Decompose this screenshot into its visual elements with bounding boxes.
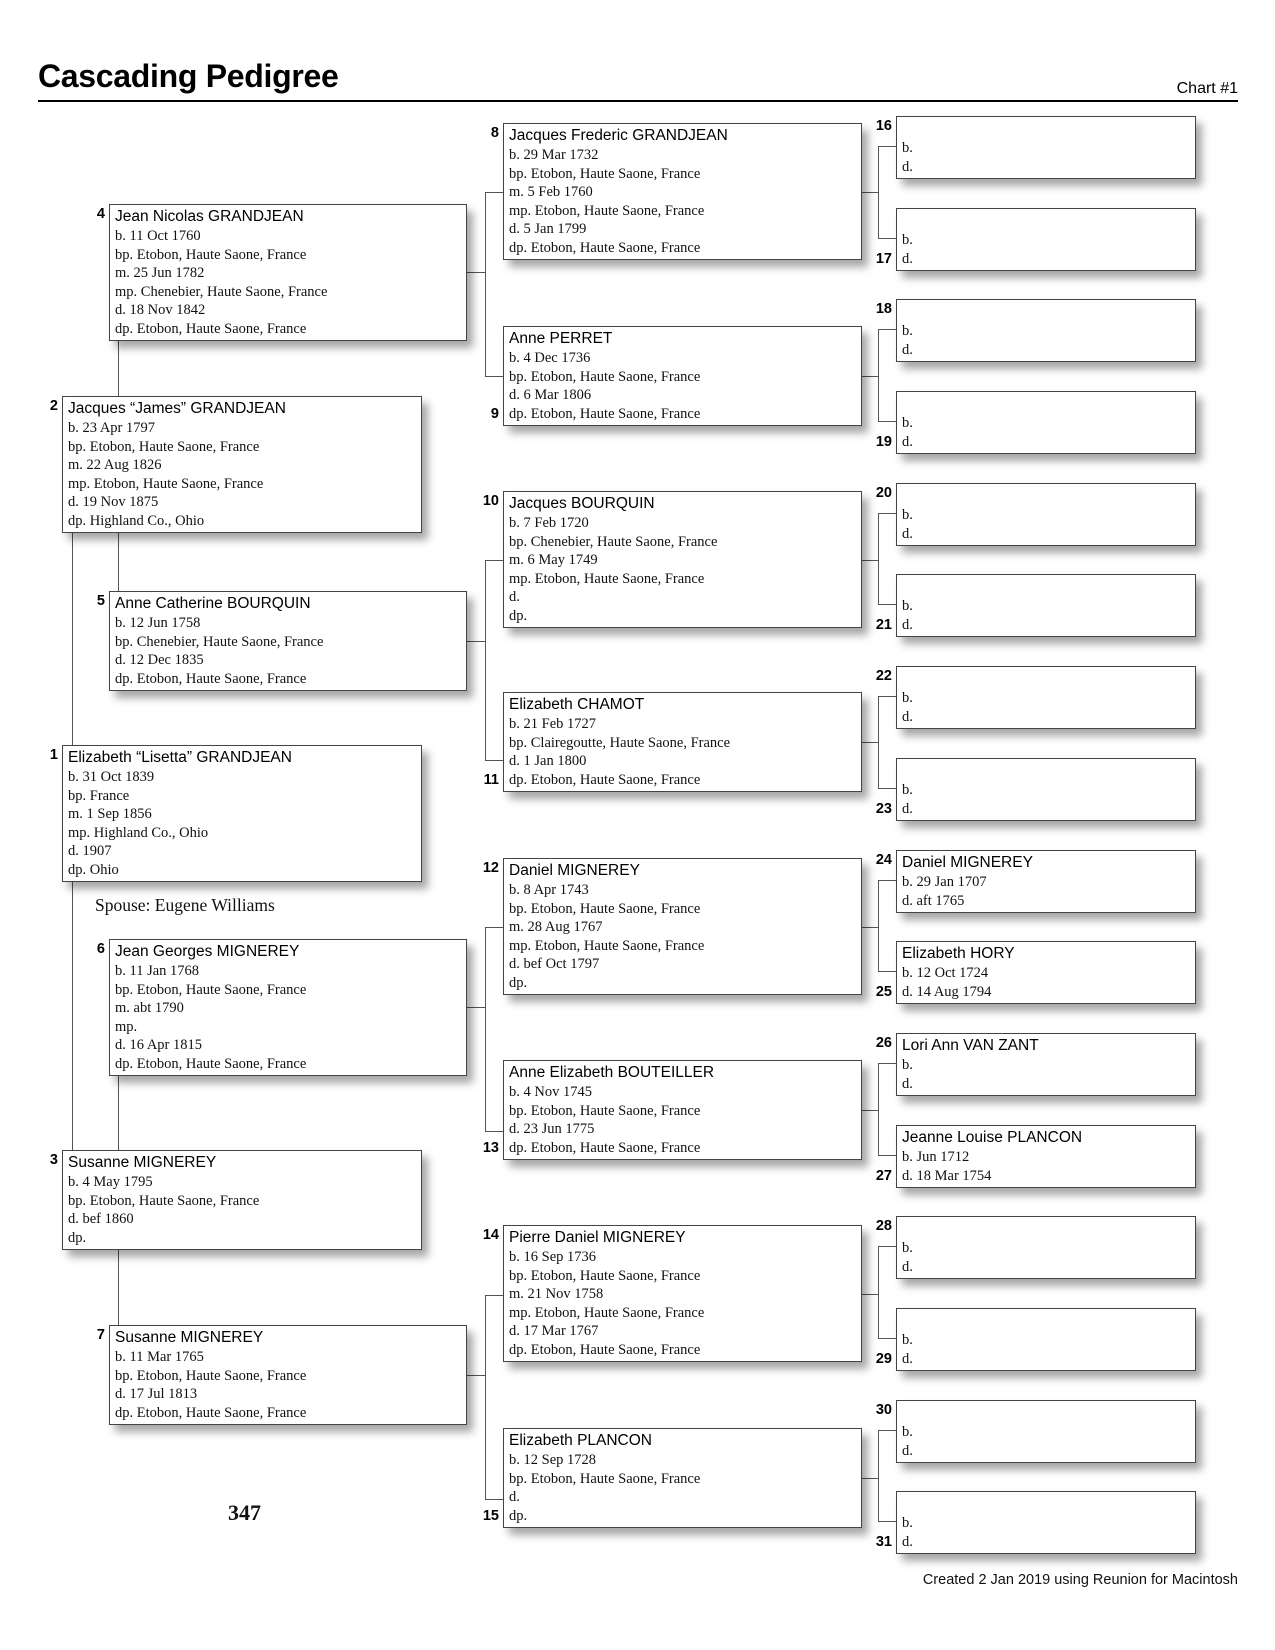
page-number: 347 <box>228 1500 261 1525</box>
person-box-31[interactable] <box>896 1491 1196 1554</box>
connector-p9-stub <box>862 376 878 377</box>
person-fact: bp. Etobon, Haute Saone, France <box>509 165 701 182</box>
person-fact: d. <box>902 1075 913 1092</box>
person-fact: b. 7 Feb 1720 <box>509 515 589 531</box>
ahnentafel-number: 10 <box>482 493 499 509</box>
person-box-11[interactable] <box>503 692 862 792</box>
person-fact: d. <box>509 589 520 606</box>
ahnentafel-number: 24 <box>875 852 892 868</box>
ahnentafel-number: 2 <box>49 398 58 414</box>
person-fact: b. 12 Oct 1724 <box>902 965 989 981</box>
connector-3-7 <box>118 1250 119 1325</box>
person-name: Susanne MIGNEREY <box>115 1329 264 1346</box>
title-rule <box>38 100 1238 102</box>
person-fact: b. 23 Apr 1797 <box>68 420 155 436</box>
person-fact: d. <box>902 1442 913 1459</box>
connector-p14-upper <box>878 1246 896 1247</box>
person-fact: d. 18 Nov 1842 <box>115 302 206 319</box>
ahnentafel-number: 31 <box>875 1534 892 1550</box>
person-fact: b. 12 Sep 1728 <box>509 1452 596 1468</box>
connector-p6-lower <box>485 1131 503 1132</box>
person-fact: dp. Etobon, Haute Saone, France <box>115 320 307 337</box>
person-fact: b. Jun 1712 <box>902 1149 970 1165</box>
person-fact: d. <box>902 433 913 450</box>
person-fact: dp. Etobon, Haute Saone, France <box>115 1404 307 1421</box>
person-name: Lori Ann VAN ZANT <box>902 1037 1039 1054</box>
person-fact: m. abt 1790 <box>115 1000 184 1017</box>
person-box-1[interactable] <box>62 745 422 882</box>
person-fact: b. 11 Jan 1768 <box>115 963 200 979</box>
ahnentafel-number: 20 <box>875 485 892 501</box>
ahnentafel-number: 18 <box>875 301 892 317</box>
ahnentafel-number: 17 <box>875 251 892 267</box>
person-fact: b. 29 Jan 1707 <box>902 874 987 890</box>
connector-p12-upper <box>878 880 896 881</box>
connector-p10-vertical <box>878 513 879 604</box>
person-box-26[interactable] <box>896 1033 1196 1096</box>
person-name: Elizabeth CHAMOT <box>509 696 645 713</box>
person-box-14[interactable] <box>503 1225 862 1362</box>
person-fact: mp. Etobon, Haute Saone, France <box>509 1304 705 1321</box>
person-name: Elizabeth HORY <box>902 945 1015 962</box>
person-name <box>902 1403 1190 1423</box>
person-fact: dp. <box>68 1229 87 1246</box>
connector-p13-stub <box>862 1110 878 1111</box>
person-fact: d. bef 1860 <box>68 1211 134 1228</box>
person-fact: b. 12 Jun 1758 <box>115 615 201 631</box>
connector-6-3 <box>118 1076 119 1150</box>
connector-p13-lower <box>878 1155 896 1156</box>
person-name <box>902 577 1190 597</box>
ahnentafel-number: 3 <box>49 1152 58 1168</box>
person-name <box>902 761 1190 781</box>
person-fact: d. 1 Jan 1800 <box>509 753 587 770</box>
chart-number: Chart #1 <box>1176 80 1238 97</box>
ahnentafel-number: 21 <box>875 617 892 633</box>
connector-p10-stub <box>862 560 878 561</box>
person-fact: bp. Etobon, Haute Saone, France <box>115 1367 307 1384</box>
ahnentafel-number: 29 <box>875 1351 892 1367</box>
connector-p9-vertical <box>878 329 879 421</box>
person-fact: b. <box>902 1240 913 1256</box>
person-fact: d. 18 Mar 1754 <box>902 1167 992 1184</box>
person-fact: b. 21 Feb 1727 <box>509 716 596 732</box>
person-name: Anne Catherine BOURQUIN <box>115 595 311 612</box>
page-title: Cascading Pedigree <box>38 58 339 94</box>
person-fact: mp. Highland Co., Ohio <box>68 824 209 841</box>
ahnentafel-number: 4 <box>96 206 105 222</box>
connector-p11-lower <box>878 788 896 789</box>
person-fact: b. 16 Sep 1736 <box>509 1249 596 1265</box>
ahnentafel-number: 19 <box>875 434 892 450</box>
connector-p14-vertical <box>878 1246 879 1338</box>
person-fact: b. 11 Mar 1765 <box>115 1349 204 1365</box>
ahnentafel-number: 23 <box>875 801 892 817</box>
person-name <box>902 1219 1190 1239</box>
person-fact: dp. Etobon, Haute Saone, France <box>115 1055 307 1072</box>
person-fact: d. <box>902 1258 913 1275</box>
person-fact: b. <box>902 232 913 248</box>
connector-p15-upper <box>878 1430 896 1431</box>
person-fact: dp. Ohio <box>68 861 119 878</box>
person-box-30[interactable] <box>896 1400 1196 1463</box>
person-box-18[interactable] <box>896 299 1196 362</box>
person-box-5[interactable] <box>109 591 467 691</box>
person-fact: b. 4 Dec 1736 <box>509 350 591 366</box>
ahnentafel-number: 27 <box>875 1168 892 1184</box>
person-fact: d. 1907 <box>68 843 112 860</box>
ahnentafel-number: 26 <box>875 1035 892 1051</box>
person-fact: m. 1 Sep 1856 <box>68 806 152 823</box>
connector-p11-upper <box>878 696 896 697</box>
person-box-19[interactable] <box>896 391 1196 454</box>
person-box-27[interactable] <box>896 1125 1196 1188</box>
ahnentafel-number: 1 <box>49 747 58 763</box>
person-fact: d. 12 Dec 1835 <box>115 652 204 669</box>
person-box-17[interactable] <box>896 208 1196 271</box>
person-fact: d. 17 Mar 1767 <box>509 1323 599 1340</box>
person-fact: b. <box>902 415 913 431</box>
connector-p9-upper <box>878 329 896 330</box>
person-box-2[interactable] <box>62 396 422 533</box>
person-fact: b. 29 Mar 1732 <box>509 147 599 163</box>
person-box-13[interactable] <box>503 1060 862 1160</box>
ahnentafel-number: 25 <box>875 984 892 1000</box>
connector-p8-vertical <box>878 146 879 238</box>
connector-p12-vertical <box>878 880 879 971</box>
person-name <box>902 1494 1190 1514</box>
person-fact: dp. Etobon, Haute Saone, France <box>509 771 701 788</box>
connector-p7-stub <box>467 1375 485 1376</box>
person-box-23[interactable] <box>896 758 1196 821</box>
person-fact: b. <box>902 507 913 523</box>
person-fact: bp. Clairegoutte, Haute Saone, France <box>509 734 731 751</box>
connector-p10-upper <box>878 513 896 514</box>
person-fact: m. 22 Aug 1826 <box>68 457 162 474</box>
person-box-7[interactable] <box>109 1325 467 1425</box>
person-fact: bp. Chenebier, Haute Saone, France <box>115 633 324 650</box>
person-fact: b. <box>902 1424 913 1440</box>
person-fact: dp. Etobon, Haute Saone, France <box>509 1341 701 1358</box>
person-fact: bp. Etobon, Haute Saone, France <box>509 368 701 385</box>
ahnentafel-number: 9 <box>490 406 499 422</box>
person-fact: d. 17 Jul 1813 <box>115 1386 198 1403</box>
person-fact: dp. Etobon, Haute Saone, France <box>115 670 307 687</box>
ahnentafel-number: 22 <box>875 668 892 684</box>
person-box-24[interactable] <box>896 850 1196 913</box>
connector-p4-upper <box>485 192 503 193</box>
person-fact: d. 5 Jan 1799 <box>509 221 587 238</box>
person-fact: mp. Chenebier, Haute Saone, France <box>115 283 328 300</box>
connector-p4-stub <box>467 272 485 273</box>
person-fact: d. 16 Apr 1815 <box>115 1037 202 1054</box>
person-fact: bp. France <box>68 787 130 804</box>
person-box-15[interactable] <box>503 1428 862 1528</box>
person-box-20[interactable] <box>896 483 1196 546</box>
person-box-3[interactable] <box>62 1150 422 1250</box>
connector-p5-upper <box>485 560 503 561</box>
person-name: Pierre Daniel MIGNEREY <box>509 1229 686 1246</box>
ahnentafel-number: 15 <box>482 1508 499 1524</box>
connector-p6-stub <box>467 1007 485 1008</box>
person-fact: dp. <box>509 974 528 991</box>
person-name: Jeanne Louise PLANCON <box>902 1129 1083 1146</box>
connector-2-5 <box>118 533 119 591</box>
person-fact: b. <box>902 1057 913 1073</box>
person-box-10[interactable] <box>503 491 862 628</box>
person-name: Anne PERRET <box>509 330 613 347</box>
person-fact: mp. Etobon, Haute Saone, France <box>68 475 264 492</box>
ahnentafel-number: 11 <box>483 772 499 788</box>
person-fact: m. 5 Feb 1760 <box>509 184 593 201</box>
connector-p12-stub <box>862 927 878 928</box>
person-fact: dp. <box>509 1507 528 1524</box>
connector-p7-vertical <box>485 1295 486 1499</box>
connector-p12-lower <box>878 971 896 972</box>
person-fact: mp. Etobon, Haute Saone, France <box>509 937 705 954</box>
person-fact: dp. <box>509 607 528 624</box>
connector-p7-upper <box>485 1295 503 1296</box>
person-fact: b. <box>902 1515 913 1531</box>
person-name: Daniel MIGNEREY <box>509 862 640 879</box>
person-fact: dp. Highland Co., Ohio <box>68 512 205 529</box>
person-box-22[interactable] <box>896 666 1196 729</box>
person-fact: d. <box>902 341 913 358</box>
connector-p11-stub <box>862 742 878 743</box>
footer-credit: Created 2 Jan 2019 using Reunion for Macintosh <box>922 1572 1238 1588</box>
person-name: Jean Nicolas GRANDJEAN <box>115 208 304 225</box>
connector-p7-lower <box>485 1499 503 1500</box>
person-name <box>902 669 1190 689</box>
ahnentafel-number: 5 <box>96 593 105 609</box>
connector-p14-stub <box>862 1294 878 1295</box>
person-name <box>902 302 1190 322</box>
person-fact: bp. Etobon, Haute Saone, France <box>115 246 307 263</box>
spouse-label: Spouse: Eugene Williams <box>95 895 275 915</box>
connector-p4-lower <box>485 376 503 377</box>
connector-p8-upper <box>878 146 896 147</box>
person-fact: d. <box>509 1489 520 1506</box>
person-fact: bp. Etobon, Haute Saone, France <box>68 1192 260 1209</box>
person-fact: bp. Etobon, Haute Saone, France <box>509 1470 701 1487</box>
person-fact: bp. Chenebier, Haute Saone, France <box>509 533 718 550</box>
person-box-29[interactable] <box>896 1308 1196 1371</box>
person-box-25[interactable] <box>896 941 1196 1004</box>
person-name <box>902 1311 1190 1331</box>
connector-p8-lower <box>878 238 896 239</box>
person-fact: mp. <box>115 1018 138 1035</box>
person-fact: d. 23 Jun 1775 <box>509 1121 595 1138</box>
person-fact: b. <box>902 782 913 798</box>
person-fact: b. <box>902 690 913 706</box>
person-fact: d. <box>902 616 913 633</box>
person-name: Jacques Frederic GRANDJEAN <box>509 127 728 144</box>
person-name <box>902 486 1190 506</box>
ahnentafel-number: 6 <box>96 941 105 957</box>
person-fact: d. <box>902 800 913 817</box>
ahnentafel-number: 30 <box>875 1402 892 1418</box>
person-fact: m. 21 Nov 1758 <box>509 1286 604 1303</box>
person-fact: bp. Etobon, Haute Saone, France <box>115 981 307 998</box>
connector-4-2 <box>118 341 119 396</box>
connector-p5-lower <box>485 760 503 761</box>
ahnentafel-number: 14 <box>482 1227 499 1243</box>
person-fact: b. <box>902 140 913 156</box>
connector-p15-lower <box>878 1521 896 1522</box>
person-name: Elizabeth “Lisetta” GRANDJEAN <box>68 749 292 766</box>
person-fact: b. <box>902 323 913 339</box>
person-box-6[interactable] <box>109 939 467 1076</box>
person-name: Elizabeth PLANCON <box>509 1432 653 1449</box>
person-fact: d. 19 Nov 1875 <box>68 494 159 511</box>
person-name: Daniel MIGNEREY <box>902 854 1033 871</box>
connector-p4-vertical <box>485 192 486 376</box>
person-box-4[interactable] <box>109 204 467 341</box>
person-fact: d. <box>902 1533 913 1550</box>
person-fact: dp. Etobon, Haute Saone, France <box>509 1139 701 1156</box>
person-name: Jacques “James” GRANDJEAN <box>68 400 286 417</box>
person-box-9[interactable] <box>503 326 862 426</box>
person-fact: b. 4 May 1795 <box>68 1174 153 1190</box>
person-fact: d. <box>902 708 913 725</box>
connector-p5-vertical <box>485 560 486 760</box>
connector-p9-lower <box>878 421 896 422</box>
person-fact: b. 31 Oct 1839 <box>68 769 155 785</box>
person-fact: mp. Etobon, Haute Saone, France <box>509 570 705 587</box>
person-name <box>902 119 1190 139</box>
person-fact: dp. Etobon, Haute Saone, France <box>509 405 701 422</box>
person-fact: m. 25 Jun 1782 <box>115 265 205 282</box>
person-name: Jean Georges MIGNEREY <box>115 943 300 960</box>
person-fact: bp. Etobon, Haute Saone, France <box>509 900 701 917</box>
person-fact: d. 14 Aug 1794 <box>902 983 992 1000</box>
person-box-28[interactable] <box>896 1216 1196 1279</box>
connector-p15-vertical <box>878 1430 879 1521</box>
person-fact: b. 11 Oct 1760 <box>115 228 201 244</box>
ahnentafel-number: 13 <box>482 1140 499 1156</box>
person-name <box>902 211 1190 231</box>
person-fact: d. 6 Mar 1806 <box>509 387 592 404</box>
ahnentafel-number: 7 <box>96 1327 105 1343</box>
connector-p6-upper <box>485 927 503 928</box>
connector-p15-stub <box>862 1478 878 1479</box>
ahnentafel-number: 8 <box>490 125 499 141</box>
ahnentafel-number: 28 <box>875 1218 892 1234</box>
connector-p10-lower <box>878 604 896 605</box>
ahnentafel-number: 12 <box>482 860 499 876</box>
person-fact: bp. Etobon, Haute Saone, France <box>68 438 260 455</box>
connector-p14-lower <box>878 1338 896 1339</box>
person-name <box>902 394 1190 414</box>
person-fact: b. <box>902 598 913 614</box>
person-box-12[interactable] <box>503 858 862 995</box>
person-fact: b. 8 Apr 1743 <box>509 882 589 898</box>
person-fact: bp. Etobon, Haute Saone, France <box>509 1267 701 1284</box>
person-fact: d. <box>902 525 913 542</box>
connector-p8-stub <box>862 192 878 193</box>
person-fact: mp. Etobon, Haute Saone, France <box>509 202 705 219</box>
person-name: Jacques BOURQUIN <box>509 495 655 512</box>
person-fact: d. bef Oct 1797 <box>509 956 600 973</box>
person-fact: m. 6 May 1749 <box>509 552 598 569</box>
person-box-16[interactable] <box>896 116 1196 179</box>
person-fact: d. aft 1765 <box>902 892 965 909</box>
connector-p5-stub <box>467 641 485 642</box>
person-box-8[interactable] <box>503 123 862 260</box>
person-name: Anne Elizabeth BOUTEILLER <box>509 1064 715 1081</box>
person-fact: d. <box>902 158 913 175</box>
connector-p13-upper <box>878 1063 896 1064</box>
person-fact: m. 28 Aug 1767 <box>509 919 603 936</box>
connector-p11-vertical <box>878 696 879 788</box>
person-fact: b. <box>902 1332 913 1348</box>
person-box-21[interactable] <box>896 574 1196 637</box>
person-fact: b. 4 Nov 1745 <box>509 1084 592 1100</box>
person-fact: dp. Etobon, Haute Saone, France <box>509 239 701 256</box>
person-fact: d. <box>902 250 913 267</box>
person-fact: bp. Etobon, Haute Saone, France <box>509 1102 701 1119</box>
ahnentafel-number: 16 <box>875 118 892 134</box>
person-fact: d. <box>902 1350 913 1367</box>
connector-p13-vertical <box>878 1063 879 1155</box>
connector-p6-vertical <box>485 927 486 1131</box>
person-name: Susanne MIGNEREY <box>68 1154 217 1171</box>
